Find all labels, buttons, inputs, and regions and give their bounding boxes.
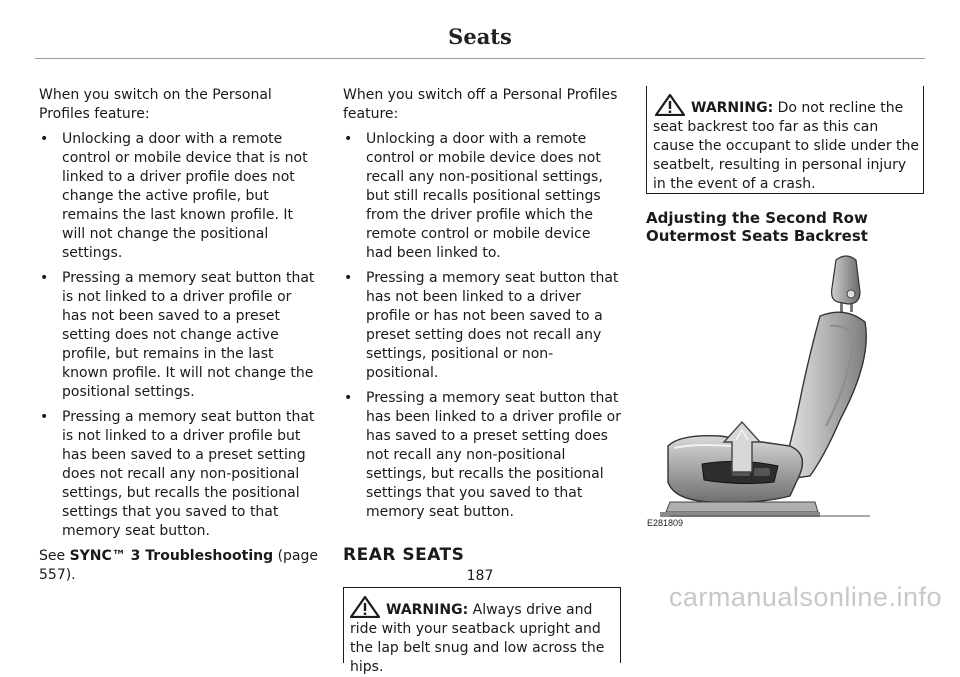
list-item: • Pressing a memory seat button that has not been linked to a driver profile or has not been saved to a preset setting does not recall any settings, positional or non-positional. [343,269,621,383]
backrest-adjust-heading: Adjusting the Second Row Outermost Seats Backrest [646,209,868,245]
sync-troubleshooting-link[interactable]: SYNC™ 3 Troubleshooting [69,548,274,564]
list-item: • Pressing a memory seat button that is not linked to a driver profile but has been saved to a preset setting does not recall any non-positional settings, but recalls the positional settings that you saved to that memory seat button. [39,408,319,541]
warning-text: Always drive and ride with your seatback upright and the lap belt snug and low across the hips. [350,602,605,675]
warning-label: WARNING: [386,602,469,618]
seat-backrest-illustration [640,250,930,540]
col2-intro: When you switch off a Personal Profiles feature: [343,87,618,122]
see-prefix: See [39,548,70,564]
page-number: 187 [466,568,494,584]
warning-text: Do not recline the seat backrest too far as this can cause the occupant to slide under the seatbelt, resulting in personal injury in the event of a crash. [653,100,919,192]
watermark: carmanualsonline.info [668,582,942,612]
header-divider [35,58,925,59]
recline-warning-box [646,86,924,194]
rear-seats-warning-box [343,587,621,675]
col1-bullet-list [39,130,319,541]
warning-triangle-icon [655,94,685,116]
page-title: Seats [448,24,512,49]
list-item: • Pressing a memory seat button that has been linked to a driver profile or has saved to a preset setting does not recall any non-positional settings, but recalls the positional settings that you saved to that memory seat button. [343,389,621,522]
list-item: • Pressing a memory seat button that is not linked to a driver profile or has not been saved to a preset setting does not change active profile, but remains in the last known profile. It will not change the positional settings. [39,269,319,402]
warning-triangle-icon [350,596,380,618]
list-item: • Unlocking a door with a remote control or mobile device that is not linked to a driver profile does not change the active profile, but remains the last known profile. It will not change the positional settings. [39,130,319,263]
col1-intro: When you switch on the Personal Profiles feature: [39,87,272,122]
list-item: • Unlocking a door with a remote control or mobile device does not recall any non-positional settings, but still recalls positional settings from the driver profile which the remote control or mobile device had been linked to. [343,130,621,263]
warning-label: WARNING: [691,100,774,116]
col2-bullet-list [343,130,621,522]
see-suffix: (page 557). [39,548,319,583]
warning-first-line [350,596,616,677]
column-left [39,86,319,591]
figure-code: E281809 [647,518,684,528]
rear-seats-heading: REAR SEATS [343,545,465,565]
